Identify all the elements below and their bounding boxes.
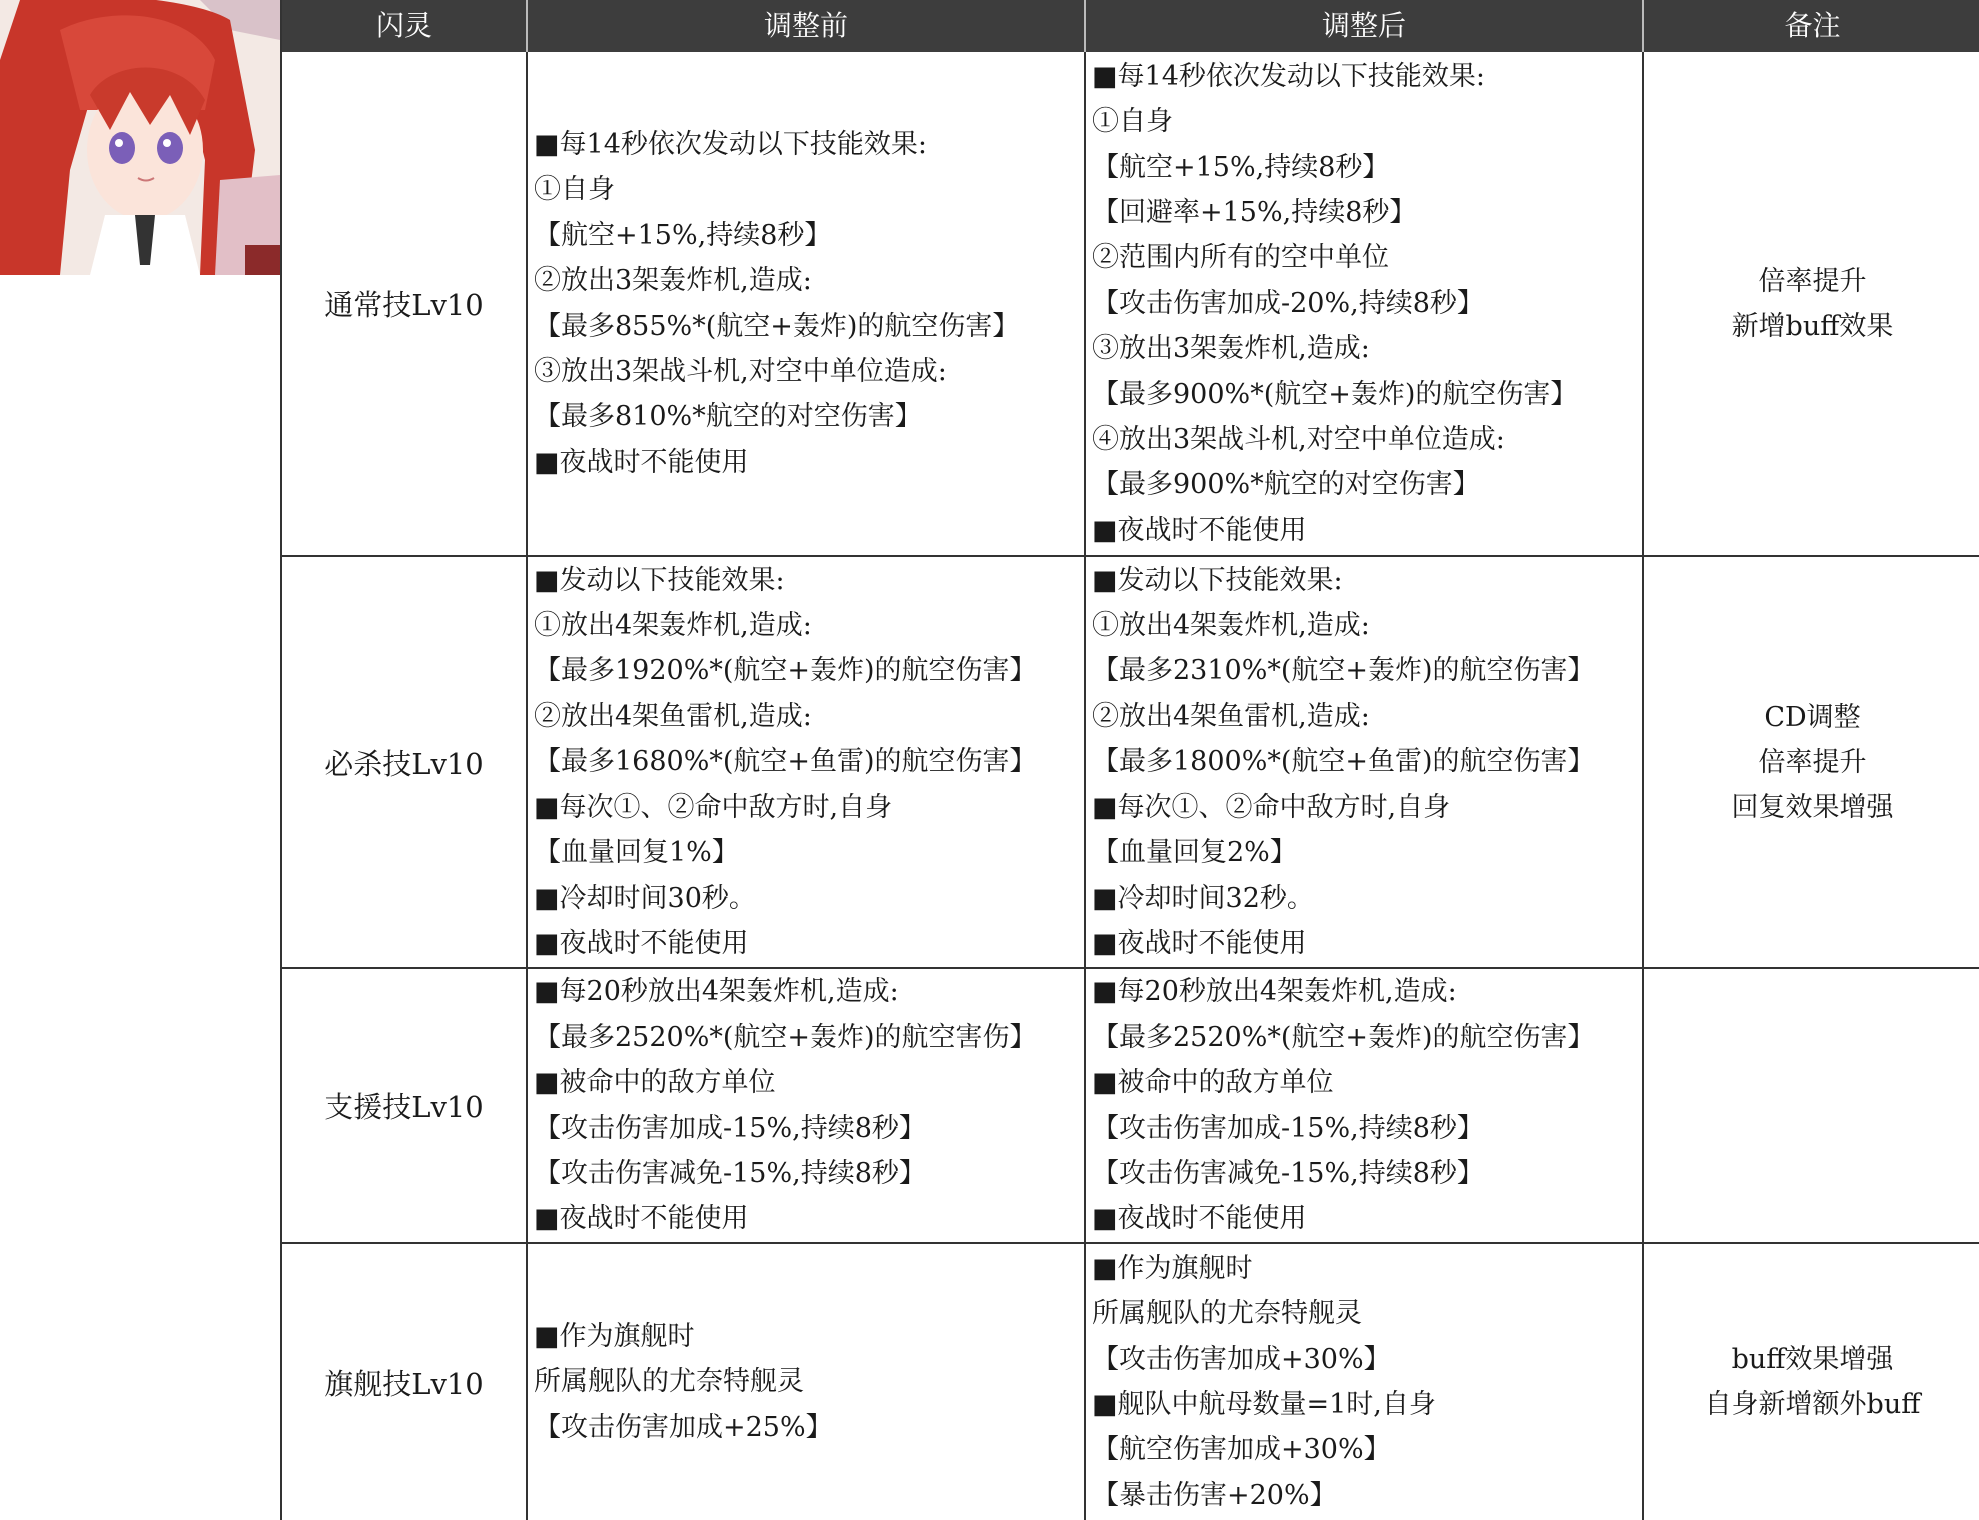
text-line: 【最多900%*航空的对空伤害】: [1092, 469, 1480, 501]
text-line: ④放出3架战斗机,对空中单位造成:: [1092, 424, 1505, 456]
after-cell: [1086, 1244, 1644, 1520]
text-line: ①自身: [534, 174, 615, 206]
text-line: 【最多810%*航空的对空伤害】: [534, 401, 922, 433]
text-line: 【攻击伤害减免-15%,持续8秒】: [1092, 1157, 1484, 1189]
skill-name: 旗舰技Lv10: [282, 1244, 528, 1520]
text-line: 【航空+15%,持续8秒】: [1092, 151, 1390, 183]
note-cell: [1644, 969, 1979, 1242]
note-line: 自身新增额外buff: [1704, 1389, 1921, 1420]
text-line: ■夜战时不能使用: [534, 446, 749, 478]
before-cell: [528, 1244, 1086, 1520]
before-cell: [528, 969, 1086, 1242]
text-line: ■夜战时不能使用: [1092, 514, 1307, 546]
text-line: 【攻击伤害加成+25%】: [534, 1411, 833, 1443]
table-header: [282, 0, 1979, 52]
header-after: 调整后: [1086, 0, 1644, 52]
header-name: 闪灵: [282, 0, 528, 52]
after-cell: [1086, 557, 1644, 967]
text-line: ②范围内所有的空中单位: [1092, 242, 1389, 274]
table-row: [282, 1244, 1979, 1520]
text-line: ■夜战时不能使用: [1092, 1203, 1307, 1235]
skill-name: 通常技Lv10: [282, 52, 528, 555]
note-line: 回复效果增强: [1731, 791, 1894, 823]
text-line: 【攻击伤害减免-15%,持续8秒】: [534, 1157, 926, 1189]
table-row: [282, 52, 1979, 557]
text-line: ■每次①、②命中敌方时,自身: [534, 791, 893, 823]
note-cell: [1644, 1244, 1979, 1520]
table-row: [282, 969, 1979, 1244]
text-line: ■每14秒依次发动以下技能效果:: [1092, 60, 1485, 92]
text-line: ②放出4架鱼雷机,造成:: [534, 700, 812, 732]
note-line: 倍率提升: [1758, 265, 1867, 297]
text-line: ■每20秒放出4架轰炸机,造成:: [1092, 976, 1457, 1008]
character-portrait: [0, 0, 280, 275]
text-line: ■每20秒放出4架轰炸机,造成:: [534, 976, 899, 1008]
before-cell: [528, 52, 1086, 555]
text-line: 所属舰队的尤奈特舰灵: [534, 1366, 804, 1398]
text-line: ■夜战时不能使用: [1092, 927, 1307, 959]
text-line: 【最多2310%*(航空+轰炸)的航空伤害】: [1092, 655, 1595, 687]
text-line: 【最多2520%*(航空+轰炸)的航空伤害】: [1092, 1021, 1595, 1053]
text-line: ■冷却时间32秒。: [1092, 882, 1314, 914]
after-cell: [1086, 52, 1644, 555]
text-line: ■被命中的敌方单位: [534, 1067, 776, 1099]
note-line: 倍率提升: [1758, 746, 1867, 778]
text-line: ③放出3架战斗机,对空中单位造成:: [534, 355, 947, 387]
skill-name: 必杀技Lv10: [282, 557, 528, 967]
text-line: 【航空伤害加成+30%】: [1092, 1434, 1391, 1466]
text-line: ■冷却时间30秒。: [534, 882, 756, 914]
skill-comparison-table: [280, 0, 1979, 1520]
table-row: [282, 557, 1979, 969]
text-line: 【最多855%*(航空+轰炸)的航空伤害】: [534, 310, 1020, 342]
text-line: 【航空+15%,持续8秒】: [534, 219, 832, 251]
text-line: ②放出4架鱼雷机,造成:: [1092, 700, 1370, 732]
text-line: 【血量回复2%】: [1092, 837, 1297, 869]
text-line: 【血量回复1%】: [534, 837, 739, 869]
header-before: 调整前: [528, 0, 1086, 52]
text-line: 【攻击伤害加成-15%,持续8秒】: [534, 1112, 926, 1144]
text-line: ①自身: [1092, 106, 1173, 138]
text-line: 【最多1920%*(航空+轰炸)的航空伤害】: [534, 655, 1037, 687]
header-note: 备注: [1784, 9, 1841, 42]
skill-name: 支援技Lv10: [282, 969, 528, 1242]
text-line: 【最多900%*(航空+轰炸)的航空伤害】: [1092, 378, 1578, 410]
text-line: ■作为旗舰时: [534, 1320, 695, 1352]
text-line: ■每14秒依次发动以下技能效果:: [534, 128, 927, 160]
text-line: 【最多1800%*(航空+鱼雷)的航空伤害】: [1092, 746, 1595, 778]
text-line: 【攻击伤害加成-15%,持续8秒】: [1092, 1112, 1484, 1144]
text-line: 【暴击伤害+20%】: [1092, 1479, 1337, 1511]
note-line: buff效果增强: [1731, 1344, 1894, 1375]
text-line: ■被命中的敌方单位: [1092, 1067, 1334, 1099]
text-line: ③放出3架轰炸机,造成:: [1092, 333, 1370, 365]
text-line: ①放出4架轰炸机,造成:: [534, 610, 812, 642]
note-line: 新增buff效果: [1731, 310, 1894, 342]
text-line: ②放出3架轰炸机,造成:: [534, 265, 812, 297]
text-line: ■发动以下技能效果:: [534, 564, 785, 596]
after-cell: [1086, 969, 1644, 1242]
note-cell: [1644, 557, 1979, 967]
text-line: ■发动以下技能效果:: [1092, 564, 1343, 596]
text-line: ■作为旗舰时: [1092, 1252, 1253, 1284]
text-line: 【最多2520%*(航空+轰炸)的航空害伤】: [534, 1021, 1037, 1053]
text-line: ■夜战时不能使用: [534, 927, 749, 959]
text-line: 【攻击伤害加成+30%】: [1092, 1343, 1391, 1375]
text-line: ■舰队中航母数量=1时,自身: [1092, 1389, 1436, 1420]
note-line: CD调整: [1764, 701, 1861, 733]
text-line: ①放出4架轰炸机,造成:: [1092, 610, 1370, 642]
text-line: 【最多1680%*(航空+鱼雷)的航空伤害】: [534, 746, 1037, 778]
character-portrait-art: [0, 0, 280, 275]
text-line: ■夜战时不能使用: [534, 1203, 749, 1235]
note-cell: [1644, 52, 1979, 555]
before-cell: [528, 557, 1086, 967]
text-line: 【攻击伤害加成-20%,持续8秒】: [1092, 287, 1484, 319]
text-line: ■每次①、②命中敌方时,自身: [1092, 791, 1451, 823]
text-line: 【回避率+15%,持续8秒】: [1092, 196, 1417, 228]
text-line: 所属舰队的尤奈特舰灵: [1092, 1298, 1362, 1330]
